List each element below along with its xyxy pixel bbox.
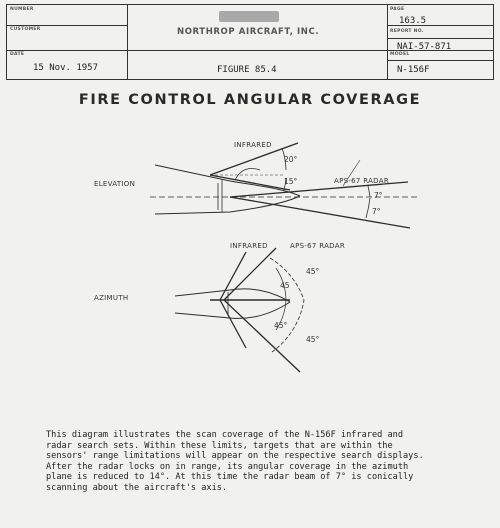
azimuth-radar-right-line xyxy=(224,300,300,372)
caption-text xyxy=(46,430,486,494)
elevation-view-label: ELEVATION xyxy=(94,180,136,188)
caption-line: scanning about the aircraft's axis. xyxy=(46,482,228,493)
radar-up-angle-label: 7° xyxy=(374,191,383,200)
plan-lower-outline xyxy=(175,302,290,318)
radar-lower-limit-line xyxy=(230,197,410,228)
radar-right-angle-label: 45° xyxy=(306,335,320,344)
elevation-radar-label: APS-67 RADAR xyxy=(334,177,389,185)
number-field-label: NUMBER xyxy=(10,7,34,12)
caption-line: After the radar locks on in range, its angular coverage in the azimuth xyxy=(46,461,409,472)
model-value: N-156F xyxy=(397,65,430,75)
caption-line: radar search sets. Within these limits, targets that are within the xyxy=(46,440,393,451)
radar-left-angle-label: 45° xyxy=(306,267,320,276)
report-value: NAI-57-871 xyxy=(397,42,452,52)
radar-up-angle-arc xyxy=(368,186,370,197)
azimuth-view xyxy=(175,248,304,372)
radar-down-angle-label: 7° xyxy=(372,207,381,216)
caption-line: plane is reduced to 14°. At this time the radar beam of 7° is conically xyxy=(46,472,414,483)
infrared-down-angle-label: 15° xyxy=(284,177,298,186)
fuselage-upper-outline xyxy=(155,165,300,196)
date-field-label: DATE xyxy=(10,52,25,57)
company-name: NORTHROP AIRCRAFT, INC. xyxy=(177,27,320,37)
elevation-infrared-label: INFRARED xyxy=(234,141,272,149)
page-field-label: PAGE xyxy=(390,7,405,12)
infrared-right-angle-label: 45° xyxy=(274,321,288,330)
azimuth-infrared-label: INFRARED xyxy=(230,242,268,250)
radar-down-angle-arc xyxy=(366,198,370,218)
report-field-label: REPORT NO. xyxy=(390,29,424,34)
infrared-up-angle-label: 20° xyxy=(284,155,298,164)
azimuth-radar-label: APS-67 RADAR xyxy=(290,242,345,250)
caption-line: sensors' range limitations will appear on the respective search displays. xyxy=(46,451,424,462)
azimuth-infrared-right-line xyxy=(220,300,246,348)
page-value: 163.5 xyxy=(399,16,427,26)
page-title: FIRE CONTROL ANGULAR COVERAGE xyxy=(78,92,422,108)
date-value: 15 Nov. 1957 xyxy=(33,63,99,73)
figure-number: FIGURE 85.4 xyxy=(217,65,277,75)
azimuth-radar-arc xyxy=(270,258,304,352)
infrared-left-angle-label: 45 xyxy=(280,281,290,290)
customer-field-label: CUSTOMER xyxy=(10,27,41,32)
caption-line: This diagram illustrates the scan coverage of the N-156F infrared and xyxy=(46,430,403,440)
azimuth-infrared-left-line xyxy=(220,252,246,300)
model-field-label: MODEL xyxy=(390,52,410,57)
azimuth-view-label: AZIMUTH xyxy=(94,294,129,302)
canopy-outline xyxy=(235,168,260,180)
